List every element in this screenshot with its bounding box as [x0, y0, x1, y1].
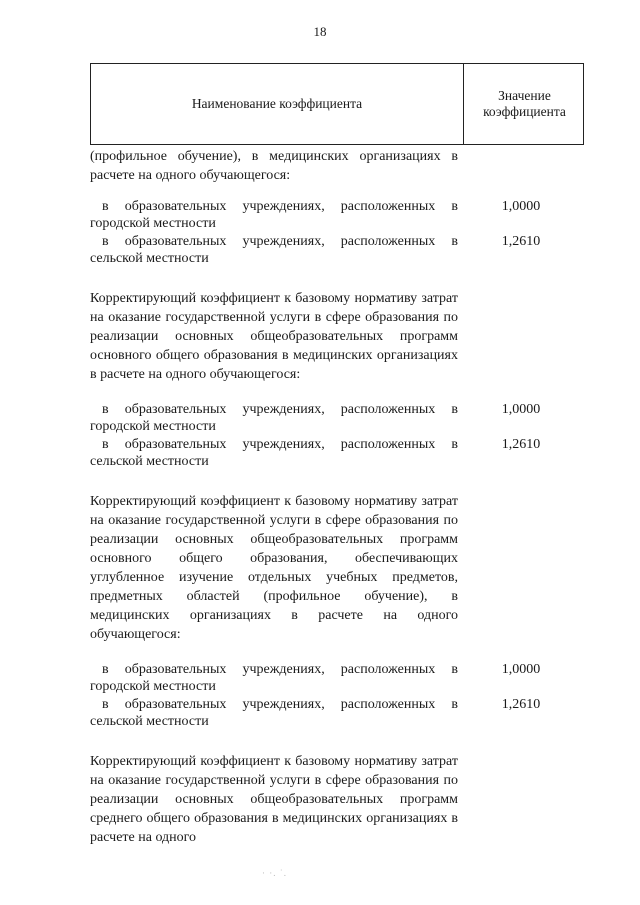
- coefficient-value-header: Значение коэффициента: [483, 88, 566, 119]
- table-row: [90, 401, 584, 435]
- row-label: в образовательных учреждениях, расположенных в городской местности: [90, 662, 458, 694]
- coefficient-name-header: Наименование коэффициента: [91, 64, 464, 144]
- row-value: 1,2610: [501, 697, 541, 712]
- table-row: [90, 661, 584, 695]
- row-value: 1,2610: [501, 437, 541, 452]
- table-header: [90, 63, 584, 145]
- block-description: Корректирующий коэффициент к базовому нормативу затрат на оказание государственной услуги в сфере образования по реализации основных общеобразовательных программ среднего общего образования в медицинских организациях в расчете на одного: [90, 754, 458, 845]
- row-label: в образовательных учреждениях, расположенных в сельской местности: [90, 437, 458, 469]
- block-description: (профильное обучение), в медицинских организациях в расчете на одного обучающегося:: [90, 149, 458, 183]
- row-value: 1,2610: [501, 234, 541, 249]
- row-value: 1,0000: [501, 662, 541, 677]
- row-label: в образовательных учреждениях, расположенных в городской местности: [90, 402, 458, 434]
- scan-artifact: · ·. ˙.: [262, 868, 287, 878]
- row-label: в образовательных учреждениях, расположенных в городской местности: [90, 199, 458, 231]
- row-label: в образовательных учреждениях, расположенных в сельской местности: [90, 234, 458, 266]
- row-value: 1,0000: [501, 199, 541, 214]
- block-description: Корректирующий коэффициент к базовому нормативу затрат на оказание государственной услуги в сфере образования по реализации основных общеобразовательных программ основного общего образования в медицинских организациях в расчете на одного обучающегося:: [90, 291, 458, 382]
- table-row: [90, 233, 584, 267]
- page-number: 18: [313, 24, 327, 39]
- block-description: Корректирующий коэффициент к базовому нормативу затрат на оказание государственной услуги в сфере образования по реализации основных общеобразовательных программ основного общего образования, обеспечивающих углубленное изучение отдельных учебных предметов, предметных областей (профильное обучение), в медицинских организациях в расчете на одного обучающегося:: [90, 494, 458, 642]
- row-label: в образовательных учреждениях, расположенных в сельской местности: [90, 697, 458, 729]
- table-row: [90, 696, 584, 730]
- table-row: [90, 436, 584, 470]
- table-row: [90, 198, 584, 232]
- coefficient-table-body: [90, 147, 584, 847]
- row-value: 1,0000: [501, 402, 541, 417]
